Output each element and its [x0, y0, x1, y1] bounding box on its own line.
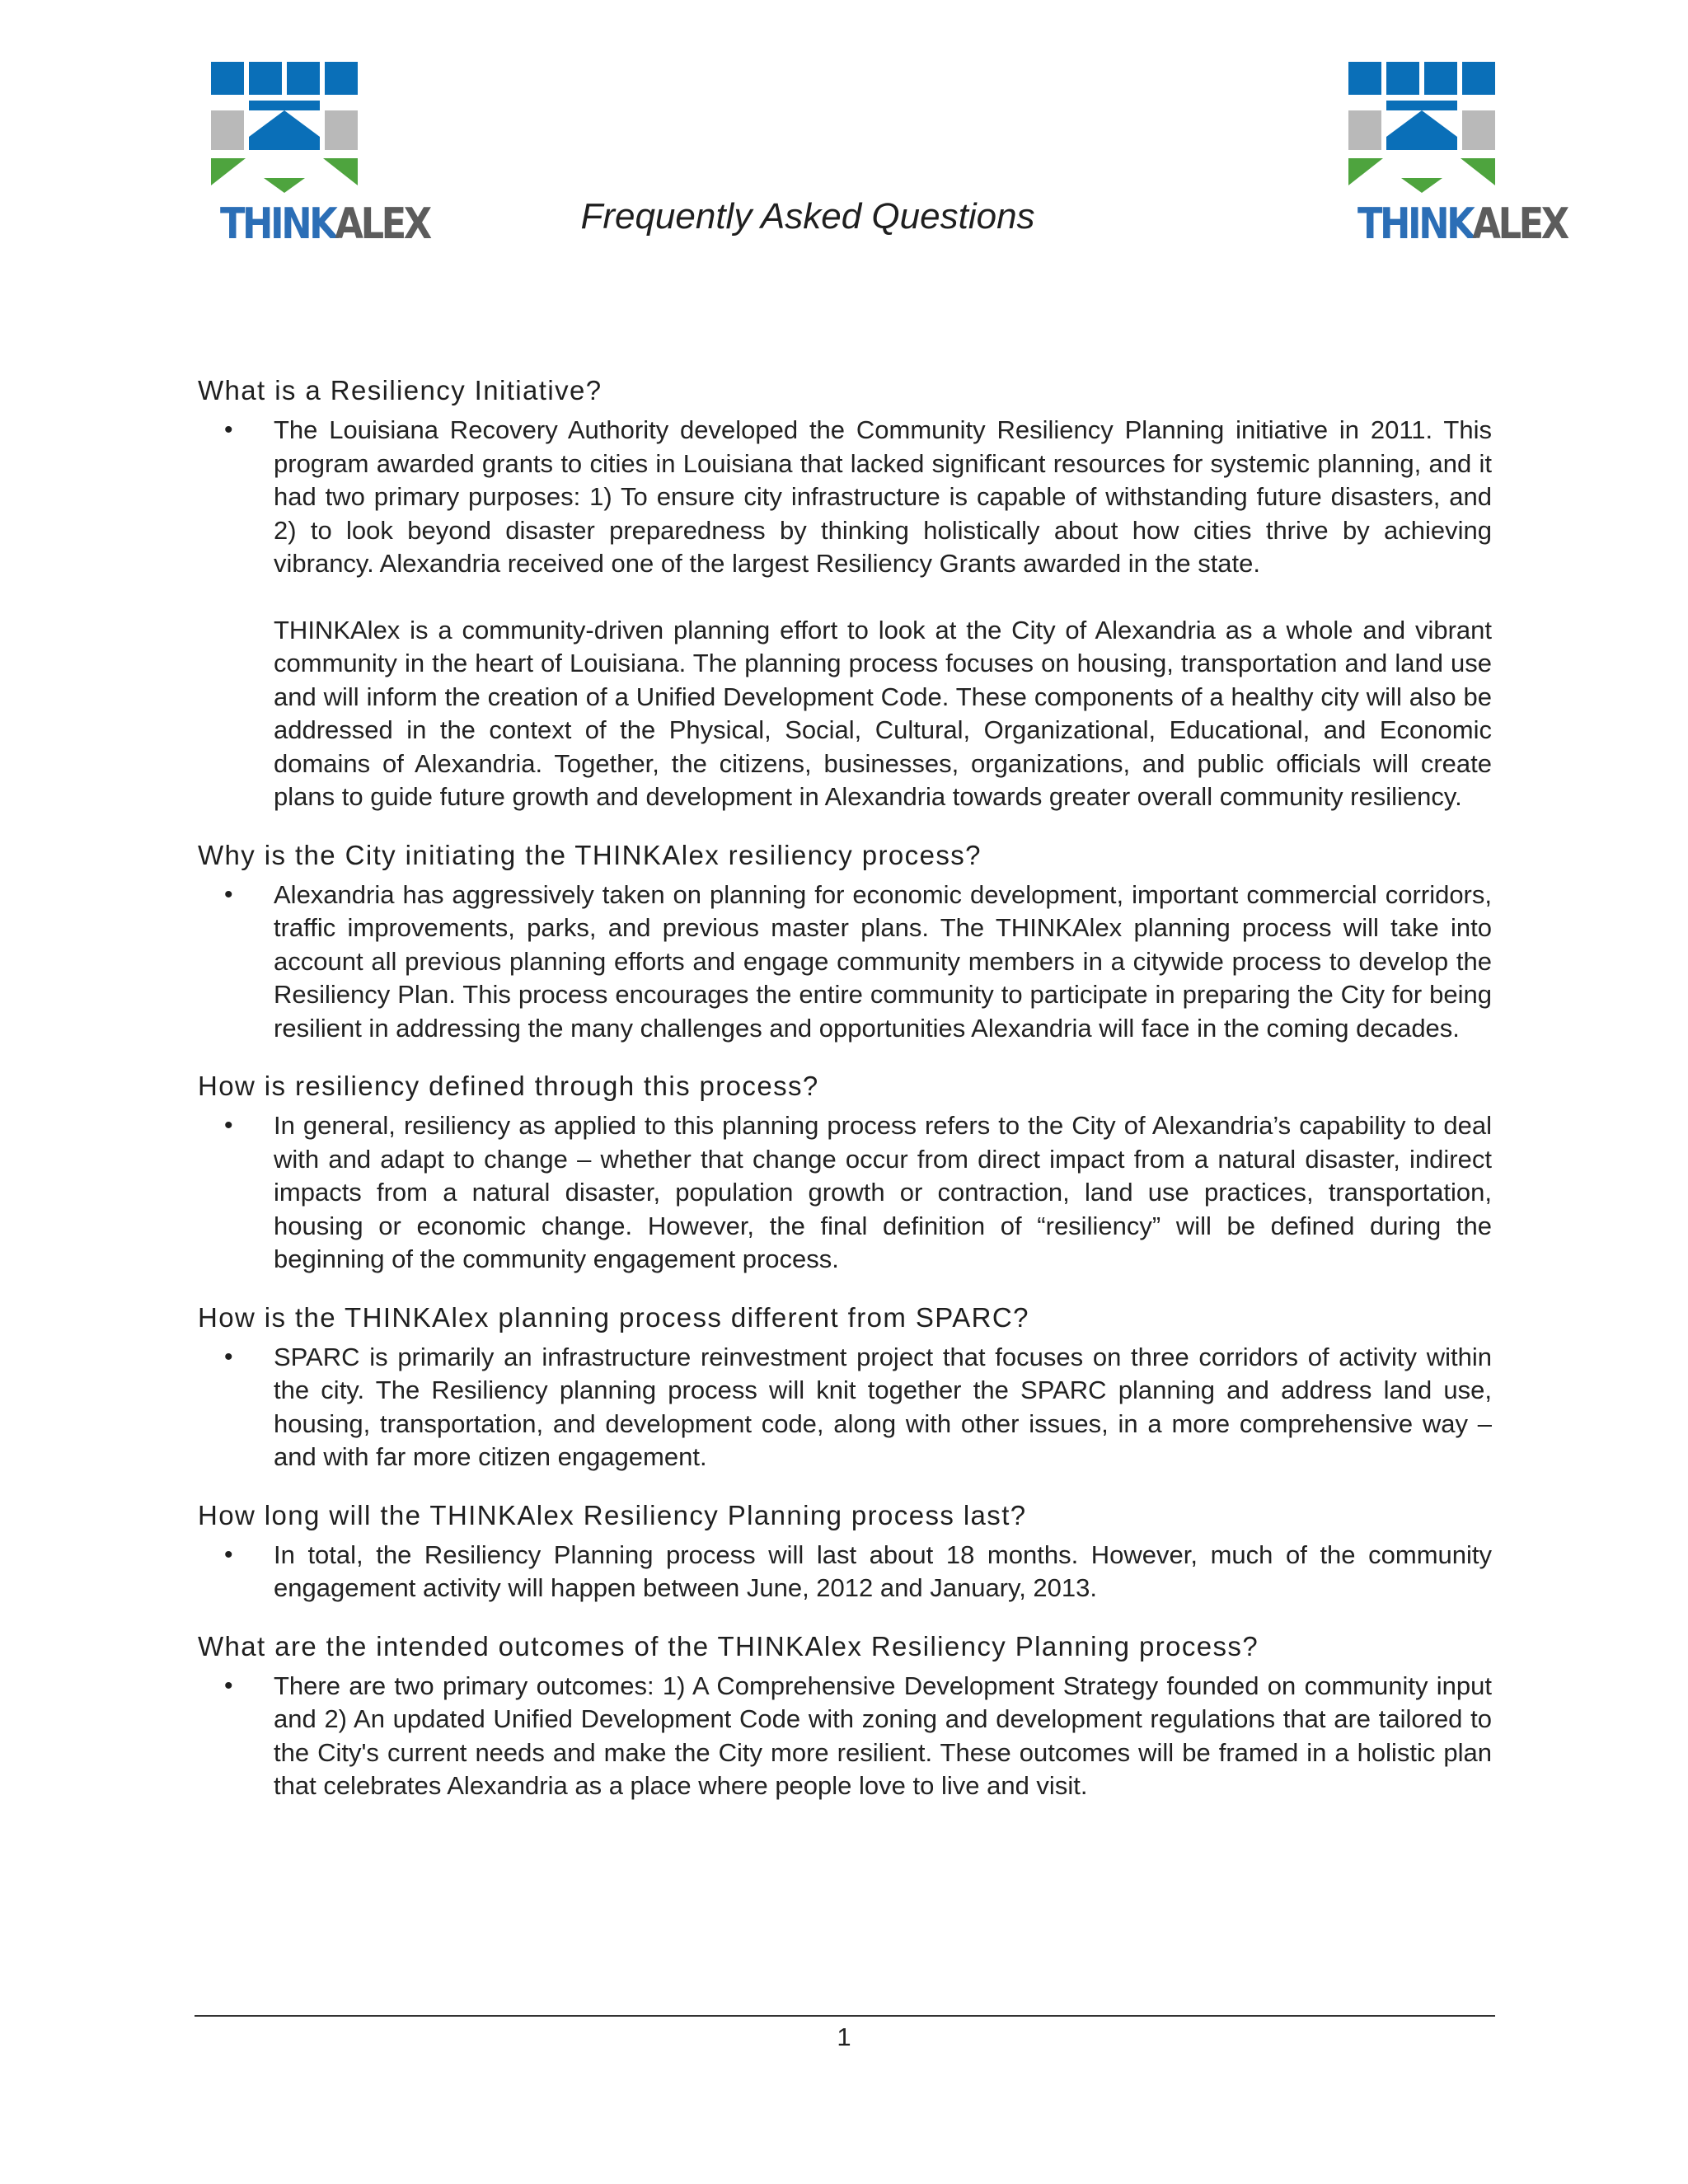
faq-answer	[198, 1670, 1492, 1803]
answer-paragraph: SPARC is primarily an infrastructure reinvestment project that focuses on three corridors of activity within the city. The Resiliency planning process will knit together the SPARC planning and address land use, housing, transportation, and development code, along with other issues, in a more comprehensive way – and with far more citizen engagement.	[274, 1342, 1492, 1471]
faq-question: How is the THINKAlex planning process different from SPARC?	[198, 1301, 1029, 1333]
faq-question: How long will the THINKAlex Resiliency Planning process last?	[198, 1499, 1027, 1530]
answer-paragraph: The Louisiana Recovery Authority developed the Community Resiliency Planning initiative in 2011. This program awarded grants to cities in Louisiana that lacked significant resources for systemic planning, and it had two primary purposes: 1) To ensure city infrastructure is capable of withstanding future disasters, and 2) to look beyond disaster preparedness by thinking holistically about how cities thrive by achieving vibrancy. Alexandria received one of the largest Resiliency Grants awarded in the state.	[274, 415, 1492, 578]
faq-question: What is a Resiliency Initiative?	[198, 375, 603, 405]
faq-item	[198, 1300, 1492, 1474]
answer-paragraph: THINKAlex is a community-driven planning effort to look at the City of Alexandria as a whole and vibrant community in the heart of Louisiana. The planning process focuses on housing, transportation and land use and will inform the creation of a Unified Development Code. These components of a healthy city will also be addressed in the context of the Physical, Social, Cultural, Organizational, Educational, and Economic domains of Alexandria. Together, the citizens, businesses, organizations, and public officials will create plans to guide future growth and development in Alexandria towards greater overall community resiliency.	[274, 615, 1492, 811]
faq-item	[198, 837, 1492, 1046]
bullet: •	[224, 1343, 233, 1371]
bullet: •	[224, 1671, 233, 1699]
faq-item	[198, 1629, 1492, 1803]
footer-divider	[195, 2015, 1495, 2017]
think-alex-logo-right	[1347, 58, 1567, 264]
answer-paragraph: In total, the Resiliency Planning process will last about 18 months. However, much of the community engagement activity will happen between June, 2012 and January, 2013.	[274, 1540, 1492, 1602]
think-alex-logo-left	[209, 58, 429, 264]
logo-mark-icon	[1347, 58, 1499, 198]
logo-mark-icon	[209, 58, 362, 198]
faq-answer	[198, 414, 1492, 814]
answer-paragraph: In general, resiliency as applied to this planning process refers to the City of Alexandria’s capability to deal with and adapt to change – whether that change occur from direct impact from a natural disaster, indirect impacts from a natural disaster, population growth or contraction, land use practices, transportation, housing or economic change. However, the final definition of “resiliency” will be defined during the beginning of the community engagement process.	[274, 1111, 1492, 1273]
bullet: •	[224, 880, 233, 908]
faq-question: How is resiliency defined through this process?	[198, 1071, 819, 1101]
faq-list	[198, 373, 1492, 1826]
faq-answer	[198, 879, 1492, 1046]
logo-wordmark: THINKALEX	[219, 199, 429, 249]
bullet: •	[224, 416, 233, 443]
faq-answer	[198, 1341, 1492, 1474]
bullet: •	[224, 1112, 233, 1139]
page-title: Frequently Asked Questions	[580, 196, 1035, 237]
faq-item	[198, 1068, 1492, 1277]
bullet: •	[224, 1540, 233, 1568]
faq-question: What are the intended outcomes of the THINKAlex Resiliency Planning process?	[198, 1630, 1259, 1661]
faq-item	[198, 1497, 1492, 1605]
answer-paragraph: There are two primary outcomes: 1) A Comprehensive Development Strategy founded on community input and 2) An updated Unified Development Code with zoning and development regulations that are tailored to the City's current needs and make the City more resilient. These outcomes will be framed in a holistic plan that celebrates Alexandria as a place where people love to live and visit.	[274, 1671, 1492, 1800]
answer-paragraph: Alexandria has aggressively taken on planning for economic development, important commercial corridors, traffic improvements, parks, and previous master plans. The THINKAlex planning process will take into account all previous planning efforts and engage community members in a citywide process to develop the Resiliency Plan. This process encourages the entire community to participate in preparing the City for being resilient in addressing the many challenges and opportunities Alexandria will face in the coming decades.	[274, 879, 1492, 1043]
logo-wordmark: THINKALEX	[1357, 199, 1567, 249]
faq-answer	[198, 1539, 1492, 1605]
page-number: 1	[837, 2022, 851, 2051]
faq-answer	[198, 1109, 1492, 1277]
faq-item	[198, 373, 1492, 814]
faq-question: Why is the City initiating the THINKAlex resiliency process?	[198, 839, 982, 870]
